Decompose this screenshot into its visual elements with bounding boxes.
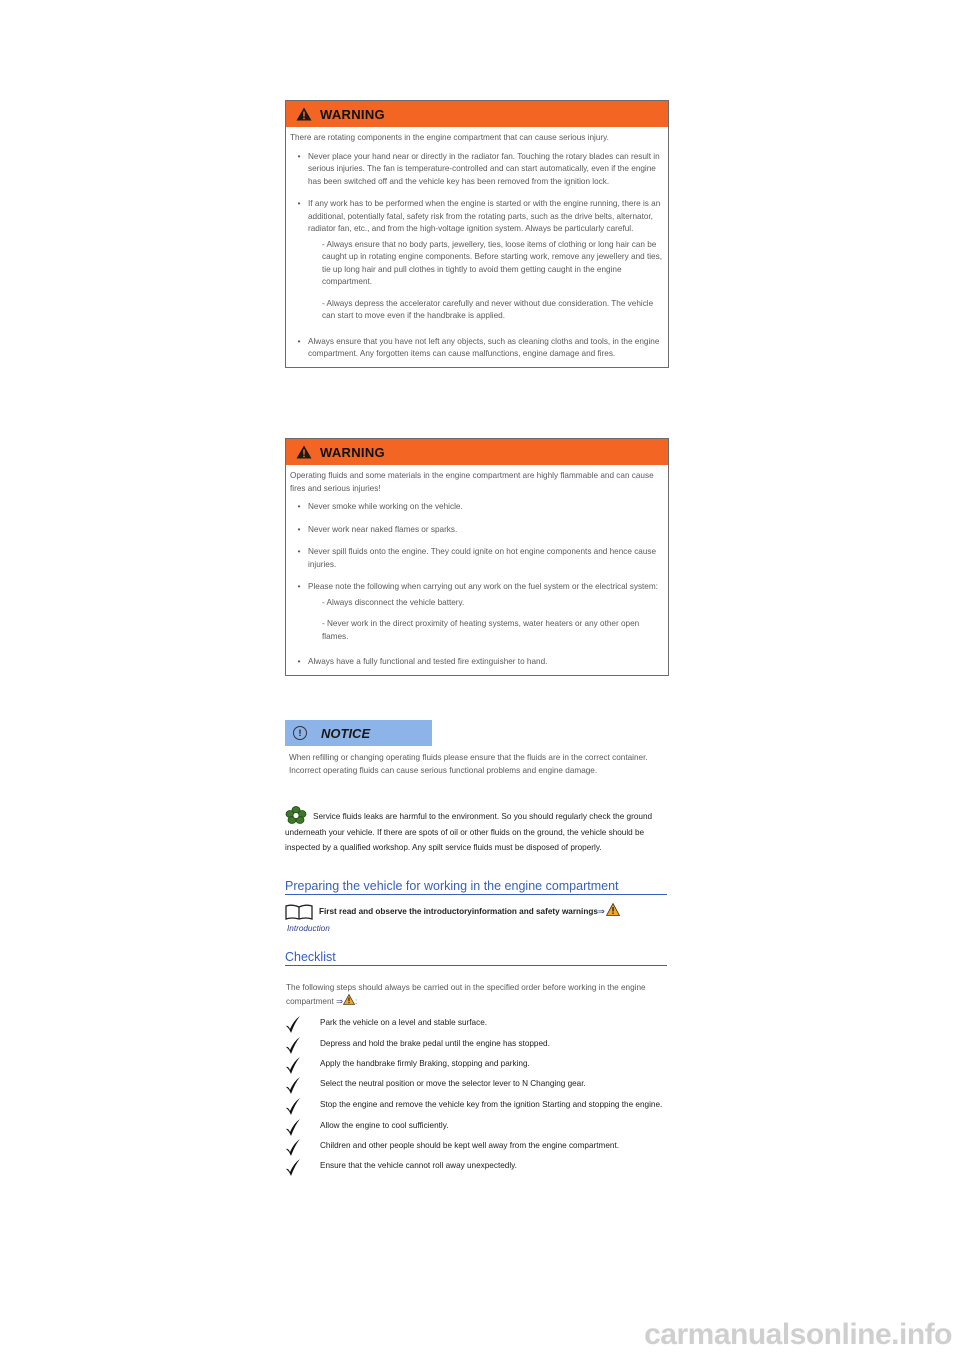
checklist-intro [286, 981, 656, 1008]
notice-header [285, 720, 432, 746]
checkmark-icon [285, 1119, 301, 1137]
checkmark-icon [285, 1077, 301, 1095]
checklist-item [285, 1159, 667, 1172]
read-first-text: First read and observe the introductoryinformation and safety warnings [319, 907, 598, 916]
warning-header [286, 439, 668, 465]
warning-box-rotating: WARNING There are rotating components in the engine compartment that can cause serious injury. • Never place your hand near or directly in the radiator fan. Touching the rotary blades can result in serious injuries. The fan is temperature-controlled and can start automatically, even if the engine has been switched off and the vehicle key has been removed from the ignition lock. • If any work has to be performed when the engine is started or with the engine running, there is an additional, potentially fatal, safety risk from the rotating parts, such as the drive belts, alternator, radiator fan, etc., and from the high-voltage ignition system. Always be particularly careful. - Always ensure that no body parts, jewellery, ties, loose items of clothing or long hair can be caught up in rotating engine components. Before starting work, remove any jewellery and ties, tie up long hair and pull clothes in tightly to avoid them getting caught in the engine compartment. - Always depress the accelerator carefully and never without due consideration. The vehicle can start to move even if the handbrake is applied. • Always ensure that you have not left any objects, such as cleaning cloths and tools, in the engine compartment. Any forgotten items can cause malfunctions, engine damage and fires. [285, 100, 669, 368]
introduction-link[interactable]: Introduction [287, 924, 330, 933]
checklist-item-text: Children and other people should be kept well away from the engine compartment. [320, 1141, 620, 1150]
watermark: carmanualsonline.info [644, 1318, 952, 1351]
warning-bullet: Never place your hand near or directly in the radiator fan. Touching the rotary blades can result in serious injuries. The fan is temperature-controlled and can start automatically, even if the engine has been switched off and the vehicle key has been removed from the ignition lock. [308, 151, 660, 186]
warning-triangle-icon [296, 445, 312, 459]
checkmark-icon [285, 1037, 301, 1055]
warning-triangle-icon[interactable] [343, 994, 358, 1006]
checklist-item-text: Select the neutral position or move the selector lever to N Changing gear. [320, 1079, 586, 1088]
warning-triangle-icon [296, 107, 312, 121]
warning-bullet: Never smoke while working on the vehicle. [308, 502, 463, 511]
checkmark-icon [285, 1139, 301, 1157]
warning-title: WARNING [320, 106, 385, 122]
book-icon [285, 904, 313, 920]
warning-triangle-icon[interactable] [606, 903, 620, 916]
checklist-heading: Checklist [285, 950, 667, 966]
checklist-item [285, 1098, 667, 1111]
warning-bullet: Never work near naked flames or sparks. [308, 524, 458, 534]
arrow-link[interactable]: ⇒ [336, 997, 343, 1006]
section-heading: Preparing the vehicle for working in the engine compartment [285, 879, 667, 895]
checklist-item [285, 1057, 667, 1070]
warning-subitem: - Never work in the direct proximity of heating systems, water heaters or any other open flames. [322, 619, 640, 641]
warning-subitem: - Always depress the accelerator carefully and never without due consideration. The vehicle can start to move even if the handbrake is applied. [322, 298, 654, 320]
warning-bullet: Never spill fluids onto the engine. They could ignite on hot engine components and hence cause injuries. [308, 547, 657, 569]
warning-subitem: - Always disconnect the vehicle battery. [322, 597, 465, 607]
warning-bullet: Please note the following when carrying out any work on the fuel system or the electrical system: [308, 582, 658, 591]
notice-title: NOTICE [321, 725, 371, 741]
info-circle-icon: ! [293, 726, 307, 740]
warning-intro: There are rotating components in the engine compartment that can cause serious injury. [290, 133, 609, 142]
arrow-link[interactable]: ⇒ [597, 907, 605, 916]
checklist-item-text: Apply the handbrake firmly Braking, stopping and parking. [320, 1059, 530, 1068]
warning-intro: Operating fluids and some materials in the engine compartment are highly flammable and can cause fires and serious injuries! [290, 471, 654, 493]
checkmark-icon [285, 1098, 301, 1116]
checklist [285, 1016, 667, 1172]
environment-note [285, 806, 667, 856]
checklist-item [285, 1139, 667, 1152]
checklist-item [285, 1077, 667, 1090]
checklist-colon: : [354, 997, 358, 1006]
notice-text: When refilling or changing operating fluids please ensure that the fluids are in the correct container. Incorrect operating fluids can cause serious functional problems and engine damage. [289, 753, 648, 775]
checklist-item [285, 1119, 667, 1132]
warning-header [286, 101, 668, 127]
checklist-item-text: Depress and hold the brake pedal until the engine has stopped. [320, 1039, 550, 1048]
checklist-item [285, 1037, 667, 1050]
checkmark-icon [285, 1159, 301, 1177]
checkmark-icon [285, 1016, 301, 1034]
checklist-item-text: Allow the engine to cool sufficiently. [320, 1121, 449, 1130]
checklist-item-text: Stop the engine and remove the vehicle key from the ignition Starting and stopping the engine. [320, 1100, 663, 1109]
warning-bullet: If any work has to be performed when the engine is started or with the engine running, there is an additional, potentially fatal, safety risk from the rotating parts, such as the drive belts, alternator, radiator fan, etc., and from the high-voltage ignition system. Always be particularly careful. [308, 199, 661, 233]
checklist-item [285, 1016, 667, 1029]
checklist-intro-text: The following steps should always be carried out in the specified order before working in the engine compartment [286, 983, 646, 1006]
warning-subitem: - Always ensure that no body parts, jewellery, ties, loose items of clothing or long hair can be caught up in rotating engine components. Before starting work, remove any jewellery and ties, tie up long hair and pull clothes in tightly to avoid them getting caught in the engine compartment. [322, 239, 662, 286]
warning-box-flammable: WARNING Operating fluids and some materials in the engine compartment are highly flammable and can cause fires and serious injuries! • Never smoke while working on the vehicle. • Never work near naked flames or sparks. • Never spill fluids onto the engine. They could ignite on hot engine components and hence cause injuries. • Please note the following when carrying out any work on the fuel system or the electrical system: - Always disconnect the vehicle battery. - Never work in the direct proximity of heating systems, water heaters or any other open flames. • Always have a fully functional and tested fire extinguisher to hand. [285, 438, 669, 676]
warning-bullet: Always ensure that you have not left any objects, such as cleaning cloths and tools, in the engine compartment. Any forgotten items can cause malfunctions, engine damage and fires. [308, 336, 660, 358]
warning-title: WARNING [320, 444, 385, 460]
checkmark-icon [285, 1057, 301, 1075]
checklist-item-text: Ensure that the vehicle cannot roll away unexpectedly. [320, 1161, 517, 1170]
checklist-item-text: Park the vehicle on a level and stable surface. [320, 1018, 488, 1027]
environment-text: Service fluids leaks are harmful to the environment. So you should regularly check the ground underneath your vehicle. If there are spots of oil or other fluids on the ground, the vehicle should be inspected by a qualified workshop. Any spilt service fluids must be disposed of properly. [285, 812, 653, 852]
environment-flower-icon [285, 806, 307, 824]
warning-bullet: Always have a fully functional and tested fire extinguisher to hand. [308, 657, 548, 666]
read-first-row [285, 903, 667, 920]
